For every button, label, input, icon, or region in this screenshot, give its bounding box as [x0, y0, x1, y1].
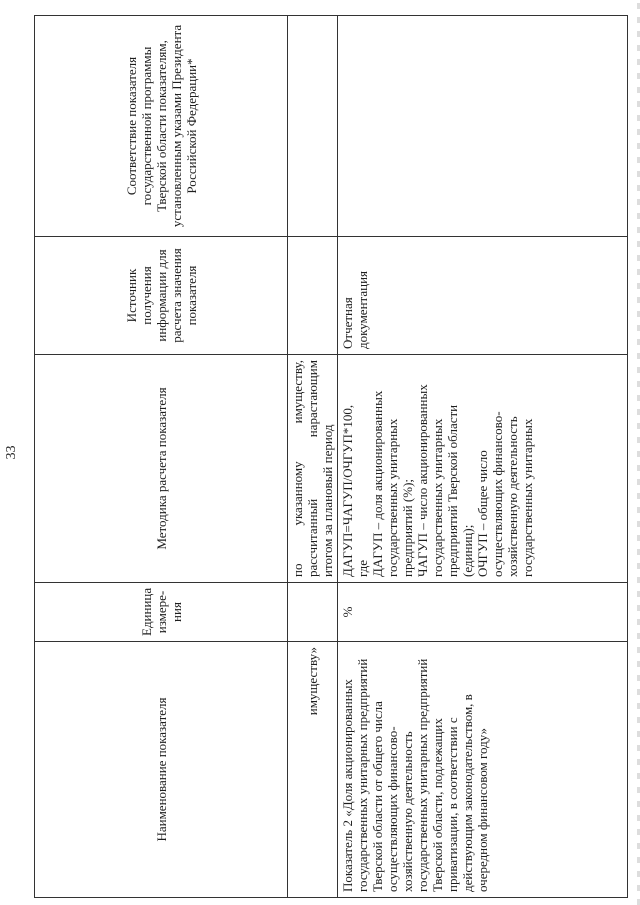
cell-compliance: [338, 16, 628, 237]
table-row: [288, 16, 338, 898]
table-header-row: [35, 16, 288, 898]
header-compliance: Соответствие показателя государственной программы Тверской области показателям, установленным указами Президента Российской Федерации*: [35, 16, 288, 237]
cell-name: Показатель 2 «Доля акционированных государственных унитарных предприятий Тверской области от общего числа осуществляющих финансово-хозяйственную деятельность государственных унитарных предприятий Тверской области, подлежащих приватизации, в соответствии с действующим законодательством, в очередном финансовом году»: [338, 642, 628, 898]
method-line: по указанному имуществу,: [290, 360, 305, 577]
cell-unit: %: [338, 583, 628, 642]
cell-compliance: [288, 16, 338, 237]
header-unit: Единица измере-ния: [35, 583, 288, 642]
cell-name: имуществу»: [288, 642, 338, 898]
method-formula: ДАГУП=ЧАГУП/ОЧГУП*100,: [340, 404, 355, 577]
method-where: где: [355, 559, 370, 577]
method-line: итогом за плановый период: [320, 424, 335, 577]
header-method: Методика расчета показателя: [35, 355, 288, 583]
cell-unit: [288, 583, 338, 642]
cell-source: [288, 237, 338, 355]
cell-method: [288, 355, 338, 583]
header-source: Источник получения информации для расчета значения показателя: [35, 237, 288, 355]
method-definition: ОЧГУП – общее число осуществляющих финансово-хозяйственную деятельность государственных унитарных: [475, 411, 535, 577]
method-definition: ДАГУП – доля акционированных государственных унитарных предприятий (%);: [370, 390, 415, 577]
method-definition: ЧАГУП – число акционированных государственных унитарных предприятий Тверской области (единиц);: [415, 384, 475, 577]
method-line: рассчитанный нарастающим: [305, 360, 320, 577]
cell-source: Отчетная документация: [338, 237, 628, 355]
header-name: Наименование показателя: [35, 642, 288, 898]
cell-method: [338, 355, 628, 583]
indicators-table: [34, 15, 628, 898]
table-row: [338, 16, 628, 898]
page-number: 33: [4, 445, 19, 460]
